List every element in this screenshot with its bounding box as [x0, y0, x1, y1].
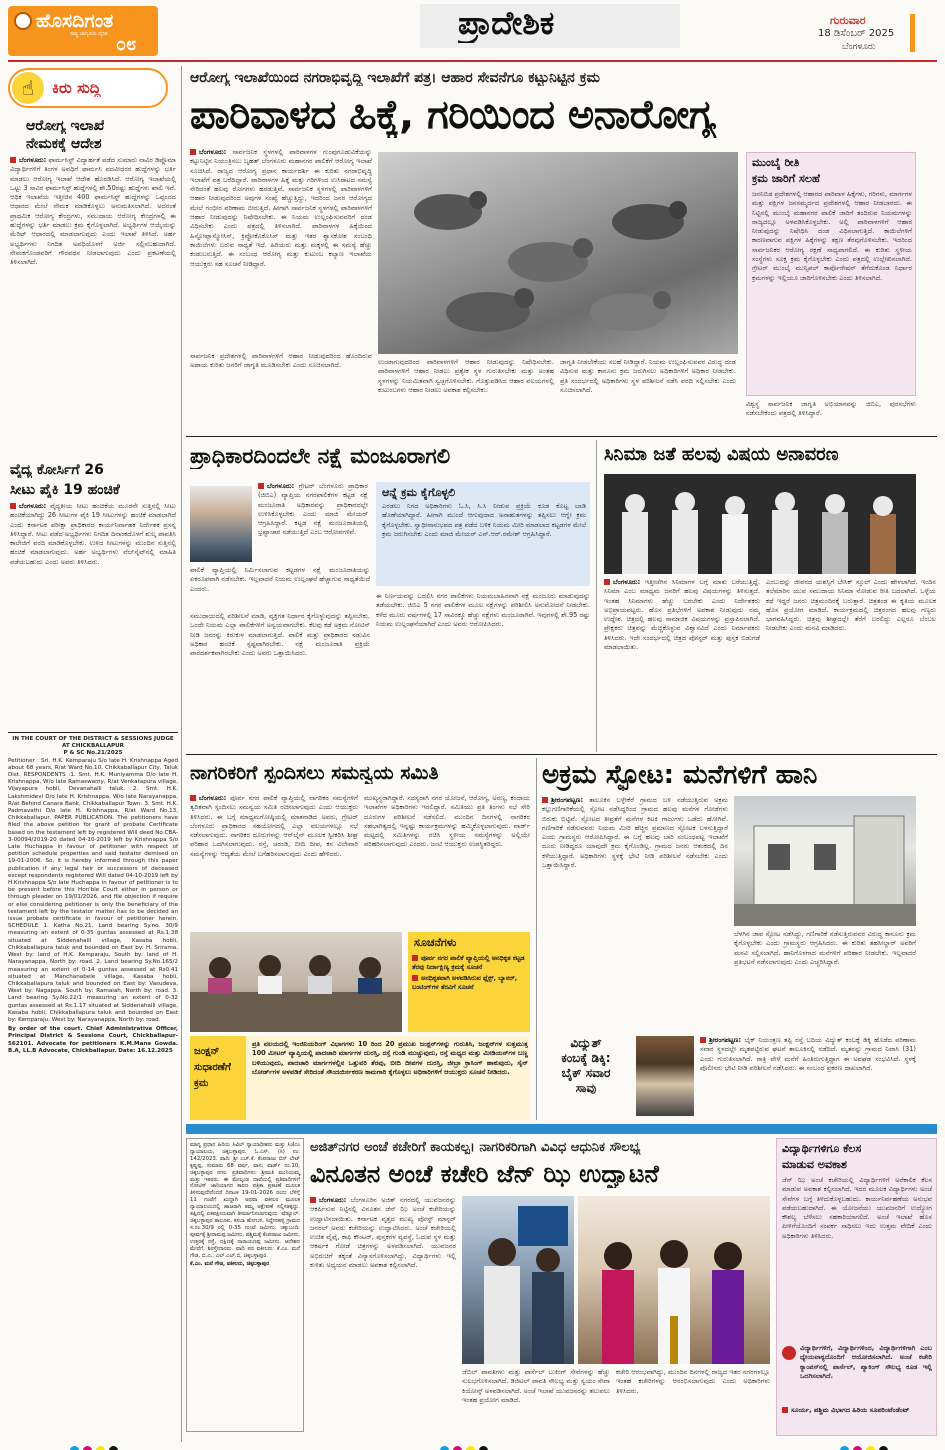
bullet-icon: [190, 795, 196, 801]
bullet-icon: [412, 955, 418, 961]
suggestions-title: ಸೂಚನೆಗಳು: [414, 936, 457, 949]
hand-icon: ☝: [12, 72, 44, 104]
officials-at-table-illustration: [190, 932, 402, 1032]
section-color-bar: [186, 1124, 937, 1134]
post-office-kicker: ಅಜಿತ್‌ನಗರ ಅಂಚೆ ಕಚೇರಿಗೆ ಕಾಯಕಲ್ಪ। ನಾಗರಿಕರಿಗಾಗಿ ವಿವಿಧ ಆಧುನಿಕ ಸೌಲಭ್ಯ: [310, 1140, 641, 1155]
bullet-icon: [412, 975, 418, 981]
suggestion-item: ಪೂರ್ವ ನಗರ ಪಾಲಿಕೆ ವ್ಯಾಪ್ತಿಯಲ್ಲಿ ಅನಧಿಕೃತ ಕಟ್ಟಡ ತೆರವು ನಿರ್ದಾಕ್ಷಿಣ್ಯ ಕ್ರಮಕ್ಕೆ ಸೂಚನೆ: [412, 954, 525, 971]
blast-body1: ಶ್ರೀರಂಗಪಟ್ಟಣ: ತಾಲೂಕಿನ ಬಳ್ಳೇಕೆರೆ ಗ್ರಾಮದ ಬಳಿ ನಡೆಯುತ್ತಿರುವ ಅಕ್ರಮ ಕಲ್ಲುಗಣಿಗಾರಿಕೆಯಲ್ಲಿ ಸ್ಫೋಟ ನಡೆಸಿದ್ದರಿಂದ ಗ್ರಾಮದ ಹಲವು ಮನೆಗಳ ಗೋಡೆಗಳು ಬಿರುಕು ಬಿಟ್ಟಿವೆ. ಸ್ಫೋಟದ ತೀವ್ರತೆಗೆ ಮನೆಗಳ ಕಿಟಕಿ ಗಾಜುಗಳು ಒಡೆದು ಹೋಗಿವೆ. ಗಣಿಗಾರಿಕೆ ನಡೆಸುವವರು ನಿಯಮ ಮೀರಿ ಹೆಚ್ಚಿನ ಪ್ರಮಾಣದ ಸ್ಫೋಟಕ ಬಳಸುತ್ತಿದ್ದಾರೆ ಎಂದು ಗ್ರಾಮಸ್ಥರು ಆರೋಪಿಸಿದ್ದಾರೆ. ಈ ಬಗ್ಗೆ ಹಲವು ಬಾರಿ ಸಂಬಂಧಪಟ್ಟ ಇಲಾಖೆಗೆ ದೂರು ನೀಡಿದ್ದರೂ ಯಾವುದೇ ಕ್ರಮ ಕೈಗೊಂಡಿಲ್ಲ. ಗ್ರಾಮದ ಜನರು ಆತಂಕದಲ್ಲಿ ದಿನ ಕಳೆಯುತ್ತಿದ್ದಾರೆ. ಅಧಿಕಾರಿಗಳು ಸ್ಥಳಕ್ಕೆ ಭೇಟಿ ನೀಡಿ ಪರಿಶೀಲನೆ ನಡೆಸಬೇಕು ಎಂದು ಒತ್ತಾಯಿಸಿದ್ದಾರೆ.: [542, 796, 728, 870]
electric-title-line2: ಕಂಬಕ್ಕೆ ಡಿಕ್ಕಿ:: [561, 1051, 611, 1065]
authority-headline: ಪ್ರಾಧಿಕಾರದಿಂದಲೇ ನಕ್ಷೆ ಮಂಜೂರಾಗಲಿ: [190, 444, 451, 468]
authority-body4: ಈ ನಿರ್ಣಯವನ್ನು ಬದಲಿಸಿ ನಗರ ಪಾಲಿಕೆಗಳು ನಿಯಮಬಾಹಿರವಾಗಿ ನಕ್ಷೆ ಮಂಜೂರು ಮಾಡುವುದನ್ನು ತಡೆಯಬೇಕು. ಜಿಬಿಎ 5 ನಗರ ಪಾಲಿಕೆಗಳ ಮೂಲ ನಕ್ಷೆಗಳನ್ನು ಪರಿಶೀಲಿಸಿ ಅನುಮೋದನೆ ನೀಡಬೇಕು. ಕಳೆದ ಮೂರು ವರ್ಷಗಳಲ್ಲಿ 17 ಸಾವಿರಕ್ಕೂ ಹೆಚ್ಚು ನಕ್ಷೆಗಳು ಮಂಜೂರಾಗಿವೆ. ಇವುಗಳಲ್ಲಿ ಶೇ.95 ರಷ್ಟು ನಿಯಮ ಉಲ್ಲಂಘನೆಯಾಗಿದೆ ಎಂದು ಅವರು ಆರೋಪಿಸಿದರು.: [376, 592, 590, 628]
next-steps-title: ಆನ್ನೆ ಕ್ರಮ ಕೈಗೊಳ್ಳಲಿ: [382, 486, 456, 499]
divider: [8, 732, 178, 733]
logo-tagline: ರಾಷ್ಟ್ರ ಜಾಗೃತಿಯ ದೈನಿಕ: [70, 31, 108, 37]
header-rule: [8, 60, 937, 62]
column-divider: [536, 758, 537, 1120]
students-footnote: ವಿದ್ಯಾರ್ಥಿಗಳಿಗೆ, ವಿದ್ಯಾರ್ಥಿಗಳಿಂದ, ವಿದ್ಯಾರ್ಥಿಗಳಿಗಾಗಿ ಎಂಬ ಧ್ಯೇಯವಾಕ್ಯದೊಂದಿಗೆ ಆಯೋಜಿಸಲಾಗಿದೆ. ಅಂಚೆ ಕಚೇರಿ ಕ್ಯಾಂಪಸ್‌ನಲ್ಲಿ ಪಾರ್ಸೆಲ್, ಪ್ಯಾಕಿಂಗ್ ಸೌಲಭ್ಯ ಕೂಡ ಇಲ್ಲಿ ಒದಗಿಸಲಾಗಿದೆ.: [800, 1344, 932, 1380]
page-number: ೦೮: [116, 34, 137, 55]
bullet-icon: [258, 483, 264, 489]
press-meet-photo: [190, 932, 402, 1032]
logo-block: [8, 6, 158, 56]
divider: [186, 436, 937, 437]
mumbai-title-line1: ಮುಂಬೈ ರೀತಿ: [752, 156, 800, 169]
authority-body1: ಬೆಂಗಳೂರು: ಗ್ರೇಟರ್ ಬೆಂಗಳೂರು ಪ್ರಾಧಿಕಾರ (ಜಿಬಿಎ) ವ್ಯಾಪ್ತಿಯ ನಗರಪಾಲಿಕೆಗಳ ಕಟ್ಟಡ ನಕ್ಷೆ ಮಂಜೂರಾತಿ ಅಧಿಕಾರವನ್ನು ಪ್ರಾಧಿಕಾರದಲ್ಲೇ ಉಳಿಸಿಕೊಳ್ಳಬೇಕು ಎಂದು ಮಾಜಿ ಮೇಯರ್ ಆಗ್ರಹಿಸಿದ್ದಾರೆ. ಕಟ್ಟಡ ನಕ್ಷೆ ಮಂಜೂರಾತಿಯಲ್ಲಿ ಭ್ರಷ್ಟಾಚಾರ ನಡೆಯುತ್ತಿದೆ ಎಂಬ ಆರೋಪಗಳಿವೆ.: [258, 482, 368, 537]
bullet-icon: [700, 1037, 706, 1043]
junction-title-line2: ಸುಧಾರಣೆಗೆ: [194, 1062, 231, 1073]
story2-title-line2: ಸೀಟು ಪೈಕಿ 19 ಹಂಚಿಕೆ: [10, 482, 120, 498]
print-registration-marks: [440, 1440, 492, 1450]
cinema-headline: ಸಿನಿಮಾ ಜತೆ ಹಲವು ವಿಷಯ ಅನಾವರಣ: [604, 444, 839, 465]
kiru-label: ಕಿರು ಸುದ್ದಿ: [52, 79, 101, 97]
lead-kicker: ಆರೋಗ್ಯ ಇಲಾಖೆಯಿಂದ ನಗರಾಭಿವೃದ್ಧಿ ಇಲಾಖೆಗೆ ಪತ್ರ। ಆಹಾರ ಸೇವನೆಗೂ ಕಟ್ಟುನಿಟ್ಟಿನ ಕ್ರಮ: [190, 70, 600, 86]
electric-body: ಶ್ರೀರಂಗಪಟ್ಟಣ: ಬೈಕ್ ನಿಯಂತ್ರಣ ತಪ್ಪಿ ರಸ್ತೆ ಬದಿಯ ವಿದ್ಯುತ್ ಕಂಬಕ್ಕೆ ಡಿಕ್ಕಿ ಹೊಡೆದ ಪರಿಣಾಮ ಸವಾರ ಸ್ಥಳದಲ್ಲೇ ಮೃತಪಟ್ಟಿರುವ ಘಟನೆ ತಾಲೂಕಿನಲ್ಲಿ ನಡೆದಿದೆ. ಮೃತನನ್ನು ಗ್ರಾಮದ ನಿವಾಸಿ (31) ಎಂದು ಗುರುತಿಸಲಾಗಿದೆ. ರಾತ್ರಿ ವೇಳೆ ಮನೆಗೆ ಹಿಂತಿರುಗುತ್ತಿದ್ದಾಗ ಈ ಅವಘಡ ಸಂಭವಿಸಿದೆ. ಸ್ಥಳಕ್ಕೆ ಪೊಲೀಸರು ಭೇಟಿ ನೀಡಿ ಪರಿಶೀಲನೆ ನಡೆಸಿದರು. ಈ ಸಂಬಂಧ ಪ್ರಕರಣ ದಾಖಲಾಗಿದೆ.: [700, 1036, 916, 1072]
divider: [186, 754, 937, 755]
legal-body: Petitioner : Sri. H.K. Kemparaju S/o late H. Krishnappa Aged about 68 years, R/at Ward No.10, Chikkaballapur City, Taluk Dist. RESPONDENTS :1. Smt. H.K. Muniyamma D/o late H. Krishnappa, W/o late Ramaswamy, R/at Venkatapura village, Vijayapura hobli, Devanahalli taluk. 2. Smt. H.K. Lakshmidevi D/o late H. Krishnappa, W/o late Narayanappa, R/at Behind Canara Bank, Chikkaballapur Town. 3. Smt. H.K. Padmavathi D/o late H. Krishnappa, R/at Ward No.13, Chikkaballapur. PAPER PUBLICATION. The petitioners have filed the above petition for grant of probate Certificate based on the testament left by registered Will deed No.CBA-3-00094/2019-20 dated 04-10-2019 left by Krishnappa S/o Late Huchappa in favour of petitioner with respect of petition schedule properties and said testator demised on 19-01-2006. So, it is hereby informed through this paper publication if any legal heir or successors of deceased except respondents registered Will dated 04-10-2019 left by H.Krishnappa S/o late Huchappa in favour of petitioner is to be present before this Hon'ble Court either in person or through pleader on 19/01/2026, and file objection if require or else considering petitioner is only the beneficiary of the testament left by the testator matter has to be decided an issue probate certificate in favour of petitioner herein. SCHEDULE 1. Katha No.21, Land bearing Sy.no. 30/9 measuring an extent of 0-35 guntas assessed at Rs.1.38 situated at Siddenahalli village, Kasaba hobli, Chikkaballapura taluk and bounded on East by: H. Srirama. West by: land of H.K. Kemparaju, South by: land of H. Narayanappa, North by: road. 2. Land bearing Sy.No.165/2 measuring an extent of 0-14 guntas assessed at Rs0.41 situated at Manchanabele village, Kasaba hobli, Chikkaballapura taluk and bounded on East by: Vasudeva, West by: Nagappa, South by: Ramaiah, North by: road. 3. Land bearing Sy.No.22/1 measuring an extent of 0-32 guntas assessed at Rs.1.17 situated at Siddenahalli village, Kasaba hobli, Chikkaballapura taluk and bounded on East by: Kemparaju, West by: Narayanappa, North by: road.: [8, 757, 178, 1023]
case-number: P & SC No.21/2025: [63, 750, 123, 757]
section-title: ಪ್ರಾದೇಶಿಕ: [458, 4, 555, 42]
masthead: [0, 0, 945, 60]
post-office-col2: ಜೆಬಿಲ್ ಪಾವತಿಗಳು ಮತ್ತು ಪಾರ್ಸೆಲ್ ಬುಕಿಂಗ್ ಸೇವೆಗಳನ್ನು ಹೆಚ್ಚು ಸುಲಭಗೊಳಿಸಲಾಗಿದೆ. ಡಿಜಿಟಲ್ ಪಾವತಿ ಸೌಲಭ್ಯ ಮತ್ತು ಸ್ವಯಂ ಸೇವಾ ಕಿಯೋಸ್ಕ್ ಅಳವಡಿಸಲಾಗಿದೆ. ಅಂಚೆ ಇಲಾಖೆ ಯುವಜನರನ್ನು ತಲುಪಲು ಇಂತಹ ಪ್ರಯೋಗ ಮಾಡಿದೆ.: [462, 1368, 610, 1404]
coordination-col2: ಮುಖ್ಯಸ್ಥರಾಗಿದ್ದಾರೆ. ಸದಸ್ಯರಾಗಿ ನಗರ ಯೋಜನೆ, ಆರೋಗ್ಯ, ಅರಣ್ಯ, ಕಂದಾಯ ಇಲಾಖೆಗಳ ಅಧಿಕಾರಿಗಳು ಇರಲಿದ್ದಾರೆ. ಸಮಿತಿಯು ಪ್ರತಿ ತಿಂಗಳು ಸಭೆ ಸೇರಿ ದೂರುಗಳ ಪರಿಶೀಲನೆ ನಡೆಸಲಿದೆ. ಮುಂದಿನ ದಿನಗಳಲ್ಲಿ ನಾಗರಿಕರ ಸಹಭಾಗಿತ್ವದಲ್ಲಿ ಇನ್ನಷ್ಟು ಕಾರ್ಯಕ್ರಮಗಳನ್ನು ಹಮ್ಮಿಕೊಳ್ಳಲಾಗುವುದು. ವಾರ್ಡ್ ಮಟ್ಟದಲ್ಲಿ ಸಮಿತಿಗಳನ್ನು ರಚಿಸಿ ಸ್ಥಳೀಯ ಸಮಸ್ಯೆಗಳನ್ನು ಅಲ್ಲಿಯೇ ಪರಿಹರಿಸಲಾಗುವುದು ಎಂದರು. ಜಂಟಿ ಆಯುಕ್ತರು ಉಪಸ್ಥಿತರಿದ್ದರು.: [364, 794, 530, 849]
post-office-col3: ಕಚೇರಿ ಆರಂಭವಾಗಿದ್ದು, ಮುಂದಿನ ದಿನಗಳಲ್ಲಿ ರಾಜ್ಯದ ಇತರ ನಗರಗಳಲ್ಲೂ ಇಂತಹ ಕಚೇರಿಗಳನ್ನು ಆರಂಭಿಸಲಾಗುವುದು ಎಂದು ಅಧಿಕಾರಿಗಳು ತಿಳಿಸಿದರು.: [616, 1368, 770, 1395]
electric-title-line1: ವಿದ್ಯುತ್: [570, 1036, 602, 1050]
bullet-icon: [604, 579, 610, 585]
authority-body2: ಪಾಲಿಕೆ ವ್ಯಾಪ್ತಿಯಲ್ಲಿ ನಿರ್ಮಿಸಲಾಗುವ ಕಟ್ಟಡಗಳ ನಕ್ಷೆ ಮಂಜೂರಾತಿಯನ್ನು ಏಕರೂಪವಾಗಿ ನಡೆಸಬೇಕು. ಇಲ್ಲವಾದರೆ ನಿಯಮ ಉಲ್ಲಂಘನೆ ಹೆಚ್ಚಾಗುವ ಸಾಧ್ಯತೆಯಿದೆ ಎಂದರು.: [190, 566, 370, 593]
post-office-headline: ವಿನೂತನ ಅಂಚೆ ಕಚೇರಿ ಜೆನ್ ಝಿ ಉದ್ಘಾಟನೆ: [310, 1160, 659, 1188]
header-date: 18 ಡಿಸೆಂಬರ್ 2025: [818, 28, 895, 39]
students-title-line1: ವಿದ್ಯಾರ್ಥಿಗಳಿಗೂ ಕೆಲಸ: [782, 1142, 862, 1155]
electric-title-block: [540, 1036, 632, 1118]
students-title-line2: ಮಾಡುವ ಅವಕಾಶ: [782, 1158, 847, 1171]
logo-emblem-icon: [14, 12, 32, 30]
story1-title-line2: ನೇಮಕಕ್ಕೆ ಆದೇಶ: [26, 136, 102, 152]
logo-text: ಹೊಸದಿಗಂತ: [36, 10, 114, 32]
former-mayor-photo: [190, 486, 252, 562]
mumbai-title-line2: ಕ್ರಮ ಜಾರಿಗೆ ಸಲಹೆ: [752, 172, 821, 185]
pigeons-illustration: [378, 152, 738, 354]
students-credit: ಸೂರ್ಯ, ಪಶ್ಚಿಮ ವಿಭಾಗದ ಹಿರಿಯ ಸೂಪರಿಂಟೆಂಡೆಂಟ್: [782, 1406, 932, 1434]
cinema-event-photo: [604, 474, 916, 574]
blast-body2: ಬೆಳಗಿನ ಜಾವ ಸ್ಫೋಟ ನಡೆಸಿದ್ದು, ಗಣಿಗಾರಿಕೆ ನಡೆಸುತ್ತಿರುವವರ ವಿರುದ್ಧ ಕಾನೂನು ಕ್ರಮ ಕೈಗೊಳ್ಳಬೇಕು ಎಂದು ಗ್ರಾಮಸ್ಥರು ಆಗ್ರಹಿಸಿದರು. ಈ ಕುರಿತು ತಹಸೀಲ್ದಾರ್ ಅವರಿಗೆ ಮನವಿ ಸಲ್ಲಿಸಲಾಗಿದೆ. ಹಾನಿಗೊಳಗಾದ ಮನೆಗಳಿಗೆ ಪರಿಹಾರ ನೀಡಬೇಕು. ಇಲ್ಲವಾದರೆ ಪ್ರತಿಭಟನೆ ನಡೆಸಲಾಗುವುದು ಎಂದು ಎಚ್ಚರಿಸಿದ್ದಾರೆ.: [734, 930, 916, 966]
header-day: ಗುರುವಾರ: [830, 14, 866, 27]
lamp-lighting-illustration: [578, 1196, 770, 1364]
electric-title-line3: ಬೈಕ್ ಸವಾರ: [561, 1066, 611, 1080]
junction-title-line3: ಕ್ರಮ: [194, 1078, 209, 1089]
post-office-photo-2: [578, 1196, 770, 1364]
court-name: IN THE COURT OF THE DISTRICT & SESSIONS JUDGE AT CHICKBALLAPUR: [12, 736, 174, 750]
column-divider: [181, 66, 182, 1442]
story1-body: ಬೆಂಗಳೂರು: ಫಾರ್ಮಸಿಸ್ಟ್ ವಿದ್ಯಾರ್ಹತೆ ಪಡೆದ ಸುಮಾರು ನಾವಿರ ಡಿಪ್ಲೊಮಾ ವಿದ್ಯಾರ್ಥಿಗಳಿಗೆ ತಿಂಗಳ ಅವಧಿಗೆ ಫಾರ್ಮಸಿ ಪದವೀಧರರ ಹುದ್ದೆಗಳನ್ನು ಭರ್ತಿ ಮಾಡಲು ಆರೋಗ್ಯ ಇಲಾಖೆ ಆದೇಶ ಹೊರಡಿಸಿದೆ. ಆರೋಗ್ಯ ಇಲಾಖೆಯಲ್ಲಿ ಒಟ್ಟು 3 ಸಾವಿರ ಫಾರ್ಮಸಿಸ್ಟ್ ಹುದ್ದೆಗಳಲ್ಲಿ ಶೇ.50ರಷ್ಟು ಹುದ್ದೆಗಳು ಖಾಲಿ ಇವೆ. ಆಧಿಕ ಇಲಾಖೆಯ ಇತ್ತೀಚಿನ 400 ಫಾರ್ಮಸಿಸ್ಟ್ ಹುದ್ದೆಗಳನ್ನು ಒಪ್ಪಂದದ ಆಧಾರದ ಮೇಲೆ ನೇಮಕ ಮಾಡಿಕೊಳ್ಳಲು ಅನುಮತಿಸಲಾಗಿದೆ. ಅದರಂತೆ ಪ್ರಾಥಮಿಕ ಆರೋಗ್ಯ ಕೇಂದ್ರಗಳು, ಸಮುದಾಯ ಆರೋಗ್ಯ ಕೇಂದ್ರಗಳಲ್ಲಿ ಈ ಹುದ್ದೆಗಳನ್ನು ಭರ್ತಿ ಮಾಡಲು ಕ್ರಮ ಕೈಗೊಳ್ಳಲಾಗಿದೆ. ಅಭ್ಯರ್ಥಿಗಳ ಆಯ್ಕೆಯನ್ನು ಮೆರಿಟ್ ಆಧಾರದಲ್ಲಿ ಮಾಡಲಾಗುವುದು ಎಂದು ಇಲಾಖೆ ತಿಳಿಸಿದೆ. ಅರ್ಹ ಅಭ್ಯರ್ಥಿಗಳು ನಿಗದಿತ ಅವಧಿಯೊಳಗೆ ಅರ್ಜಿ ಸಲ್ಲಿಸಬಹುದಾಗಿದೆ. ನೇಮಕಗೊಂಡವರಿಗೆ ಗೌರವಧನ ನೀಡಲಾಗುವುದು ಎಂದು ಪ್ರಕಟಣೆಯಲ್ಲಿ ತಿಳಿಸಲಾಗಿದೆ.: [10, 156, 176, 267]
column-divider: [596, 440, 597, 752]
bullet-icon: [310, 1197, 316, 1203]
legal-footer: By order of the court. Chief Administrative Officer, Principal District & Sessions Court, Chickballapur-562101. Advocate for petitioners K.M.Mane Gowda. B.A, LL.B Advocate, Chickballapur. Date: 16.12.2025: [8, 1026, 178, 1054]
house-illustration: [734, 796, 916, 926]
quote-icon: [782, 1346, 796, 1360]
kiru-badge: [8, 68, 168, 108]
lead-bottom-a: ಉಂಟಾಗುವುದರಿಂದ ಪಾರಿವಾಳಗಳಿಗೆ ಆಹಾರ ನೀಡುವುದನ್ನು ನಿಷೇಧಿಸಬೇಕು. ಪಾರಿವಾಳಗಳಿಗೆ ಆಹಾರ ನೀಡಲು ಪ್ರತ್ಯೇಕ ಸ್ಥಳ ಗುರುತಿಸಬೇಕು ಮತ್ತು ಅಂತಹ ಸ್ಥಳಗಳನ್ನು ನಿಯಮಿತವಾಗಿ ಸ್ವಚ್ಛಗೊಳಿಸಬೇಕು. ಗೊತ್ತುಪಡಿಸಿದ ಆಹಾರ ವಲಯಗಳಲ್ಲಿ ಕುಟುಂಬಗಳು ಆಹಾರ ನೀಡಲು ಅವಕಾಶ ಕಲ್ಪಿಸಬೇಕು.: [378, 358, 554, 394]
victim-photo: [636, 1036, 694, 1116]
classified-notice: [186, 1138, 304, 1432]
suggestion-item: ಅನಧಿಕೃತವಾಗಿ ಅಳವಡಿಸಿರುವ ಫ್ಲೆಕ್ಸ್, ಬ್ಯಾನರ್, ಬಂಟಿಂಗ್‌ಗಳ ತೆರವಿಗೆ ಸೂಚನೆ: [412, 974, 518, 991]
post-office-col1: ಬೆಂಗಳೂರು: ಬೆಂಗಳೂರಿನ ಅಜಿತ್ ನಗರದಲ್ಲಿ ಯುವಜನರನ್ನು ಆಕರ್ಷಿಸುವ ನಿಟ್ಟಿನಲ್ಲಿ ವಿನೂತನ ಜೆನ್ ಝಿ ಅಂಚೆ ಕಚೇರಿಯನ್ನು ಉದ್ಘಾಟಿಸಲಾಯಿತು. ಕರ್ನಾಟಕ ವೃತ್ತದ ಮುಖ್ಯ ಪೋಸ್ಟ್ ಮಾಸ್ಟರ್ ಜನರಲ್ ಅವರು ಕಚೇರಿಯನ್ನು ಉದ್ಘಾಟಿಸಿದರು. ಅಂಚೆ ಕಚೇರಿಯಲ್ಲಿ ಉಚಿತ ವೈಫೈ, ಕಾಫಿ ಕೌಂಟರ್, ಪುಸ್ತಕಗಳ ವ್ಯವಸ್ಥೆ, ಓದುವ ಸ್ಥಳ ಮತ್ತು ಆಕರ್ಷಕ ಗೋಡೆ ಚಿತ್ರಗಳನ್ನು ಅಳವಡಿಸಲಾಗಿದೆ. ಯುವಜನರ ಅಭಿರುಚಿಗೆ ತಕ್ಕಂತೆ ವಿನ್ಯಾಸಗೊಳಿಸಲಾಗಿದ್ದು, ವಿದ್ಯಾರ್ಥಿಗಳು ಇಲ್ಲಿ ಕುಳಿತು ಅಧ್ಯಯನ ಮಾಡಲು ಅವಕಾಶ ಕಲ್ಪಿಸಲಾಗಿದೆ.: [310, 1196, 456, 1270]
post-office-photo-1: [462, 1196, 574, 1364]
bullet-icon: [10, 157, 16, 163]
blast-headline: ಅಕ್ರಮ ಸ್ಫೋಟ: ಮನೆಗಳಿಗೆ ಹಾನಿ: [542, 760, 818, 790]
students-body: ಜೆನ್ ಝಿ ಅಂಚೆ ಕಚೇರಿಯಲ್ಲಿ ವಿದ್ಯಾರ್ಥಿಗಳಿಗೆ ಅರೆಕಾಲಿಕ ಕೆಲಸ ಮಾಡುವ ಅವಕಾಶ ಕಲ್ಪಿಸಲಾಗಿದೆ. ಇದರ ಮೂಲಕ ವಿದ್ಯಾರ್ಥಿಗಳು ಅಂಚೆ ಸೇವೆಗಳ ಬಗ್ಗೆ ತಿಳಿದುಕೊಳ್ಳಬಹುದು. ಕಾರ್ಯನಿರ್ವಹಣೆಯ ಅನುಭವ ಪಡೆಯಬಹುದಾಗಿದೆ. ಈ ಯೋಜನೆಯು ಯುವಜನರಿಗೆ ಉದ್ಯೋಗ ಕೌಶಲ್ಯ ಬೆಳೆಸಲು ಸಹಕಾರಿಯಾಗಲಿದೆ. ಅಂಚೆ ಇಲಾಖೆ ಹೊಸ ಪೀಳಿಗೆಯೊಂದಿಗೆ ಸಂಪರ್ಕ ಸಾಧಿಸಲು ಇದು ಉತ್ತಮ ವೇದಿಕೆ ಎಂದು ಅಧಿಕಾರಿಗಳು ತಿಳಿಸಿದರು.: [782, 1176, 932, 1240]
bullet-icon: [190, 149, 196, 155]
junction-body: ಪ್ರತಿ ವಲಯದಲ್ಲಿ ಇಂಜಿನಿಯರಿಂಗ್ ವಿಭಾಗಗಳು 10 ರಿಂದ 20 ಪ್ರಮುಖ ಜಂಕ್ಷನ್‌ಗಳನ್ನು ಗುರುತಿಸಿ, ಜಂಕ್ಷನ್‌ಗಳ ಸುತ್ತಮುತ್ತ 100 ಮೀಟರ್ ವ್ಯಾಪ್ತಿಯಲ್ಲಿ ಪಾದಚಾರಿ ಮಾರ್ಗಗಳ ದುರಸ್ತಿ, ರಸ್ತೆ ಗುಂಡಿ ಮುಚ್ಚುವುದು, ರಸ್ತೆ ಮಧ್ಯದ ಮತ್ತು ಮೀಡಿಯನ್‌ಗಳ ಬಣ್ಣ ಬಳಿಯುವುದು, ಪಾದಚಾರಿ ಮಾರ್ಗಗಳಲ್ಲಿನ ಒತ್ತುವರಿ ತೆರವು, ಬೀದಿ ದೀಪಗಳ ದುರಸ್ತಿ, ಜೀಬ್ರಾ ಕ್ರಾಸಿಂಗ್ ಹಾಕುವುದು, ಸೈನ್ ಬೋರ್ಡ್‌ಗಳ ಅಳವಡಿಕೆ ಸೇರಿದಂತೆ ಸೌಂದರ್ಯೀಕರಣ ಕಾಮಗಾರಿ ಕೈಗೊಳ್ಳಲು ಅಧಿಕಾರಿಗಳಿಗೆ ಆಯುಕ್ತರು ಸೂಚನೆ ನೀಡಿದರು.: [252, 1040, 528, 1076]
coordination-col1: ಬೆಂಗಳೂರು: ಪೂರ್ವ ನಗರ ಪಾಲಿಕೆ ವ್ಯಾಪ್ತಿಯಲ್ಲಿ ನಾಗರಿಕರ ಸಮಸ್ಯೆಗಳಿಗೆ ತ್ವರಿತವಾಗಿ ಸ್ಪಂದಿಸಲು ಸಮನ್ವಯ ಸಮಿತಿ ರಚಿಸಲಾಗುವುದು ಎಂದು ಆಯುಕ್ತರು ತಿಳಿಸಿದರು. ಈ ಬಗ್ಗೆ ಮಾಧ್ಯಮಗೋಷ್ಠಿಯಲ್ಲಿ ಮಾತನಾಡಿದ ಅವರು, ಗ್ರೇಟರ್ ಬೆಂಗಳೂರು ಪ್ರಾಧಿಕಾರದ ಸಹಯೋಗದಲ್ಲಿ ಎಲ್ಲಾ ವಲಯಗಳಲ್ಲೂ ಸಭೆ ನಡೆಸಲಾಗುವುದು. ನಾಗರಿಕರ ದೂರುಗಳನ್ನು ಆನ್‌ಲೈನ್ ಮೂಲಕ ಸ್ವೀಕರಿಸಿ ಶೀಘ್ರ ಪರಿಹಾರ ಒದಗಿಸಲಾಗುವುದು. ರಸ್ತೆ, ಚರಂಡಿ, ಬೀದಿ ದೀಪ, ಕಸ ವಿಲೇವಾರಿ ಸಮಸ್ಯೆಗಳನ್ನು ಆದ್ಯತೆಯ ಮೇಲೆ ಬಗೆಹರಿಸಲಾಗುವುದು ಎಂದು ಹೇಳಿದರು.: [190, 794, 358, 858]
print-registration-marks: [70, 1440, 122, 1450]
lead-bottom-b: ಜಾಗೃತಿ ನೀಡಬೇಕೆಂದು ಸಲಹೆ ನೀಡಿದ್ದಾರೆ. ನಿಯಮ ಉಲ್ಲಂಘಿಸುವವರ ವಿರುದ್ಧ ದಂಡ ವಿಧಿಸುವ ಮತ್ತು ಕಾನೂನು ಕ್ರಮ ಜರುಗಿಸಲು ಅಧಿಕಾರಿಗಳಿಗೆ ಅಧಿಕಾರ ನೀಡಬೇಕು. ಪ್ರತಿ ಸಂದರ್ಭದಲ್ಲಿ ಅಧಿಕಾರಿಗಳು ಸ್ಥಳ ಪರಿಶೀಲನೆ ನಡೆಸಿ ವರದಿ ಸಲ್ಲಿಸಬೇಕು ಎಂದು ಸೂಚಿಸಲಾಗಿದೆ.: [560, 358, 736, 394]
next-steps-body: ಎರಡಲು ನಿಗದ ಅಧಿಕಾರಿಗಳು ಓ.ಸಿ, ಸಿ.ಸಿ ನೀಡುವ ಪ್ರಕ್ರಿಯೆ ಕೂಡ ಕೊಟ್ಟ ಬಾಡಿ ಹೊಣೆಯಾಗಿದ್ದಾರೆ. ಹೀಗಾಗಿ ಮುಂದೆ ಆಗುವುದಾದ ಅನಾಹುತಗಳನ್ನು ತಪ್ಪಿಸಲು ಆಗ್ನೇ ಕ್ರಮ ಕೈಗೊಳ್ಳಬೇಕು. ಸ್ವಾಧೀನಾನುಭವದ ಪತ್ರ ಪಡೆದ ಬಳಿಕ ನಿಯಮ ಮೀರಿ ಮಾಡಲಾದ ಕಟ್ಟಡಗಳ ಮೇಲೆ ಕ್ರಮ ಜರುಗಿಸಬೇಕು ಎಂದು ಮಾಜಿ ಮೇಯರ್ ಎನ್.ಆರ್.ರಮೇಶ್ ಆಗ್ರಹಿಸಿದ್ದಾರೆ.: [382, 502, 586, 538]
story2-title-line1: ವೈದ್ಯ ಕೋರ್ಸಿಗೆ 26: [10, 462, 104, 478]
header-city: ಬೆಂಗಳೂರು: [842, 42, 876, 52]
coordination-headline: ನಾಗರಿಕರಿಗೆ ಸ್ಪಂದಿಸಲು ಸಮನ್ವಯ ಸಮಿತಿ: [190, 762, 439, 784]
bullet-icon: [542, 797, 548, 803]
lead-col1b: ಸಾರ್ವಜನಿಕ ಪ್ರದೇಶಗಳಲ್ಲಿ ಪಾರಿವಾಳಗಳಿಗೆ ಆಹಾರ ನೀಡುವುದರಿಂದ ಹೊಂದಿರುವ ಅಪಾಯ ಕುರಿತು ಜನರಿಗೆ ಜಾಗೃತಿ ಮೂಡಿಸಬೇಕು ಎಂದು ಸೂಚಿಸಲಾಗಿದೆ.: [190, 352, 372, 370]
bullet-icon: [10, 503, 16, 509]
cinema-col1: ಬೆಂಗಳೂರು: ಇತ್ತೀಚೆಗಿನ ಸಿನಿಮಾಗಳ ಬಗ್ಗೆ ಮಾತು ಬರೆಯುತ್ತಿದ್ದೆ. ಸಿನಿಮಾ ಎಂಬ ಮಾಧ್ಯಮ ಜನರಿಗೆ ಹಲವು ವಿಷಯಗಳನ್ನು ತಿಳಿಸುತ್ತದೆ. ಇಂತಹ ಸಿನಿಮಾಗಳು ಹೆಚ್ಚು ಬರಬೇಕು ಎಂದು ನಿರ್ದೇಶಕರು ಅಭಿಪ್ರಾಯಪಟ್ಟರು. ಹೊಸ ಪ್ರತಿಭೆಗಳಿಗೆ ಅವಕಾಶ ನೀಡುವುದು ನಮ್ಮ ಉದ್ದೇಶ. ಚಿತ್ರದಲ್ಲಿ ಹಲವು ಸಾಮಾಜಿಕ ವಿಷಯಗಳನ್ನು ಪ್ರಸ್ತಾಪಿಸಲಾಗಿದೆ. ಪ್ರೇಕ್ಷಕರು ಚಿತ್ರವನ್ನು ಮೆಚ್ಚಿಕೊಳ್ಳುವ ವಿಶ್ವಾಸವಿದೆ ಎಂದು ನಿರ್ಮಾಪಕರು ತಿಳಿಸಿದರು. ಇದೇ ಸಂದರ್ಭದಲ್ಲಿ ಚಿತ್ರದ ಪೋಸ್ಟರ್ ಮತ್ತು ಪುಸ್ತಕ ಬಿಡುಗಡೆ ಮಾಡಲಾಯಿತು.: [604, 578, 760, 652]
legal-notice: [8, 736, 178, 1436]
suggestions-list: [412, 954, 528, 1030]
people-on-stage-illustration: [604, 474, 916, 574]
story2-body: ಬೆಂಗಳೂರು: ವೈದ್ಯಕೀಯ ಸೀಟು ಹಂಚಿಕೆಯ ಮೂರನೇ ಸುತ್ತಿನಲ್ಲಿ ಸೀಟು ಹಂಚಿಕೆಯಾಗಿದ್ದು 26 ಸೀಟುಗಳ ಪೈಕಿ 19 ಸೀಟುಗಳನ್ನು ಹಂಚಿಕೆ ಮಾಡಲಾಗಿದೆ ಎಂದು ಕರ್ನಾಟಕ ಪರೀಕ್ಷಾ ಪ್ರಾಧಿಕಾರದ ಕಾರ್ಯನಿರ್ವಾಹಕ ನಿರ್ದೇಶಕ ಪ್ರಸನ್ನ ತಿಳಿಸಿದ್ದಾರೆ. ಸೀಟು ಪಡೆದ ಅಭ್ಯರ್ಥಿಗಳು ನಿಗದಿತ ದಿನಾಂಕದೊಳಗೆ ಶುಲ್ಕ ಪಾವತಿಸಿ ಕಾಲೇಜಿಗೆ ವರದಿ ಮಾಡಿಕೊಳ್ಳಬೇಕು. ಉಳಿದ ಸೀಟುಗಳನ್ನು ಮುಂದಿನ ಸುತ್ತಿನಲ್ಲಿ ಹಂಚಿಕೆ ಮಾಡಲಾಗುವುದು. ಅರ್ಹ ಅಭ್ಯರ್ಥಿಗಳು ವೆಬ್‌ಸೈಟ್‌ನಲ್ಲಿ ಮಾಹಿತಿ ಪಡೆಯಬಹುದು ಎಂದು ಅವರು ತಿಳಿಸಿದರು.: [10, 502, 176, 566]
story1-title-line1: ಆರೋಗ್ಯ ಇಲಾಖೆ: [26, 118, 105, 134]
lead-headline: ಪಾರಿವಾಳದ ಹಿಕ್ಕೆ, ಗರಿಯಿಂದ ಅನಾರೋಗ್ಯ: [190, 92, 716, 138]
lead-col1: ಬೆಂಗಳೂರು: ಸಾರ್ವಜನಿಕ ಸ್ಥಳಗಳಲ್ಲಿ ಪಾರಿವಾಳಗಳ ಗುಂಪುಗೂಡುವಿಕೆಯನ್ನು ಕಟ್ಟುನಿಟ್ಟಿನ ನಿಯಂತ್ರಿಸಲು ಬೃಹತ್ ಬೆಂಗಳೂರು ಮಹಾನಗರ ಪಾಲಿಕೆಗೆ ಆರೋಗ್ಯ ಇಲಾಖೆ ಸೂಚಿಸಿದೆ. ರಾಜ್ಯದ ಆರೋಗ್ಯ ಪ್ರಧಾನ ಕಾರ್ಯದರ್ಶಿ ಈ ಕುರಿತು ನಗರಾಭಿವೃದ್ಧಿ ಇಲಾಖೆಗೆ ಪತ್ರ ಬರೆದಿದ್ದಾರೆ. ಪಾರಿವಾಳಗಳ ಹಿಕ್ಕೆ ಮತ್ತು ಗರಿಗಳಿಂದ ಉಸಿರಾಟದ ಸಮಸ್ಯೆ ಸೇರಿದಂತೆ ಹಲವು ರೋಗಗಳು ಹರಡುತ್ತಿವೆ. ಸಾರ್ವಜನಿಕ ಸ್ಥಳಗಳಲ್ಲಿ ಪಾರಿವಾಳಗಳಿಗೆ ಆಹಾರ ನೀಡುವುದರಿಂದ ಅವುಗಳ ಸಂಖ್ಯೆ ಹೆಚ್ಚುತ್ತಿದ್ದು, ಇದರಿಂದ ಜನರ ಆರೋಗ್ಯದ ಮೇಲೆ ಗಂಭೀರ ಪರಿಣಾಮ ಬೀರುತ್ತಿದೆ. ಹೀಗಾಗಿ ಸಾರ್ವಜನಿಕ ಸ್ಥಳಗಳಲ್ಲಿ ಪಾರಿವಾಳಗಳಿಗೆ ಆಹಾರ ನೀಡುವುದನ್ನು ನಿಷೇಧಿಸಬೇಕು. ಈ ನಿಯಮ ಉಲ್ಲಂಘಿಸುವವರಿಗೆ ದಂಡ ವಿಧಿಸಬೇಕು ಎಂದು ಪತ್ರದಲ್ಲಿ ತಿಳಿಸಲಾಗಿದೆ. ಪಾರಿವಾಳಗಳ ಹಿಕ್ಕೆಯಿಂದ ಹಿಸ್ಟೋಪ್ಲಾಸ್ಮೋಸಿಸ್, ಕ್ರಿಪ್ಟೋಕೊಕೊಸಿಸ್ ಮತ್ತು ಇತರ ಶ್ವಾಸಕೋಶ ಸಂಬಂಧಿ ಕಾಯಿಲೆಗಳು ಬರುವ ಸಾಧ್ಯತೆ ಇದೆ. ಹಿರಿಯರು ಮತ್ತು ಮಕ್ಕಳಲ್ಲಿ ಈ ಸಮಸ್ಯೆ ಹೆಚ್ಚು ಕಂಡುಬರುತ್ತಿದೆ. ಈ ಸಂಬಂಧ ಆರೋಗ್ಯ ಮತ್ತು ಕುಟುಂಬ ಕಲ್ಯಾಣ ಇಲಾಖೆಯ ಆಯುಕ್ತರು ಸಹ ಸೂಚನೆ ನೀಡಿದ್ದಾರೆ.: [190, 148, 372, 268]
kiru-suddi-column: [8, 66, 178, 1442]
classified-signature: ಕೆ.ಎಂ. ಮನೆ ಗೌಡ, ವಕೀಲರು, ಚಿಕ್ಕಬಳ್ಳಾಪುರ: [190, 1261, 270, 1268]
header-accent-bar: [910, 14, 915, 52]
print-registration-marks: [840, 1440, 892, 1450]
electric-title-line4: ಸಾವು: [575, 1081, 597, 1095]
mumbai-body: ಜನನಿಬಿಡ ಪ್ರದೇಶಗಳಲ್ಲಿ ಆಹಾರದ ಪಾರಿವಾಳ ಹಿಕ್ಕೆಗಳು, ಗರಿಗಳು, ಮಾರ್ಗಗಳ ಮತ್ತು ಪಕ್ಷಿಗಳ ಜನಸಮ್ಮರ್ದದ ಪ್ರದೇಶಗಳಲ್ಲಿ ಆಹಾರ ನೀಡಬಾರದು. ಈ ನಿಟ್ಟಿನಲ್ಲಿ ಮುಂಬೈ ಮಹಾನಗರ ಪಾಲಿಕೆ ಜಾರಿಗೆ ತಂದಿರುವ ನಿಯಮಗಳನ್ನು ರಾಜ್ಯದಲ್ಲೂ ಅಳವಡಿಸಿಕೊಳ್ಳಬೇಕು. ಅಲ್ಲಿ ಪಾರಿವಾಳಗಳಿಗೆ ಆಹಾರ ನೀಡುವುದನ್ನು ನಿಷೇಧಿಸಿ ದಂಡ ವಿಧಿಸಲಾಗುತ್ತಿದೆ. ಕಾಯಿಲೆಗಳಿಗೆ ಕಾರಣವಾಗುವ ಪಕ್ಷಿಗಳ ಹಿಕ್ಕೆಗಳನ್ನು ತಕ್ಷಣ ತೆರವುಗೊಳಿಸಬೇಕು. ಇದರಿಂದ ಸಾರ್ವಜನಿಕರ ಆರೋಗ್ಯ ರಕ್ಷಣೆ ಸಾಧ್ಯವಾಗಲಿದೆ. ಈ ಕುರಿತು ಸ್ಥಳೀಯ ಸಂಸ್ಥೆಗಳು ಸೂಕ್ತ ಕ್ರಮ ಕೈಗೊಳ್ಳಬೇಕು ಎಂದು ಪತ್ರದಲ್ಲಿ ಉಲ್ಲೇಖಿಸಲಾಗಿದೆ. ಗ್ರೇಟರ್ ಮುಂಬೈ ಮುನ್ಸಿಪಲ್ ಕಾರ್ಪೊರೇಷನ್ ತೆಗೆದುಕೊಂಡ ನಿರ್ಧಾರ ಕ್ರಮಗಳನ್ನು ಇಲ್ಲಿಯೂ ಜಾರಿಗೊಳಿಸಬೇಕು ಎಂದು ತಿಳಿಸಲಾಗಿದೆ.: [752, 190, 912, 282]
pigeon-photo: [378, 152, 738, 354]
damaged-house-photo: [734, 796, 916, 926]
junction-title-line1: ಜಂಕ್ಷನ್: [194, 1046, 220, 1057]
mumbai-after: ವಿಶ್ವಸ್ಥ ಸಾರ್ವಜನಿಕ ಜಾಗೃತಿ ಅಭಿಯಾನವನ್ನು ಜಿಬಿಎ, ಪುರಸಭೆಗಳು ನಡೆಸಬೇಕೆಂದು ಪತ್ರದಲ್ಲಿ ತಿಳಿಸಿದ್ದಾರೆ.: [746, 400, 916, 418]
authority-body3: ಸಮುದಾಯದಲ್ಲಿ ಪರಿಶೀಲನೆ ಮಾಡಿ, ವ್ಯಕ್ತಿಗತ ನಿರ್ಧಾರ ಕೈಗೊಳ್ಳುವುದನ್ನು ತಪ್ಪಿಸಬೇಕು. ಒಂದೇ ನಿಯಮ ಎಲ್ಲಾ ಪಾಲಿಕೆಗಳಿಗೆ ಅನ್ವಯವಾಗಬೇಕು. ಕೆಲವು ಕಡೆ ಅಕ್ರಮ ನೋಟಿಸ್ ನೀಡಿ ಜನರನ್ನು ಕಿರುಕುಳ ಮಾಡಲಾಗುತ್ತಿದೆ. ಪಾಲಿಕೆ ಮತ್ತು ಪ್ರಾಧಿಕಾರದ ನಡುವಿನ ಅಧಿಕಾರ ಹಂಚಿಕೆ ಸ್ಪಷ್ಟವಾಗಿರಬೇಕು. ನಕ್ಷೆ ಮಂಜೂರಾತಿ ಪ್ರಕ್ರಿಯೆ ಪಾರದರ್ಶಕವಾಗಿರಬೇಕು ಎಂದು ಅವರು ಒತ್ತಾಯಿಸಿದರು.: [190, 612, 370, 658]
cinema-col2: ಎಂಬುದನ್ನು ಜೀವನದ ಯಶಸ್ಸಿಗೆ ಬೇಸಿಕ್ ಸ್ಕೂಲ್ ಎಂದು ಹೇಳಲಾಗಿದೆ. ಇಂದಿನ ತಲೆಮಾರಿನ ಯುವ ಸಮುದಾಯ ಸಿನಿಮಾ ನೋಡುವ ರೀತಿ ಬದಲಾಗಿದೆ. ಒಳ್ಳೆಯ ಕಥೆ ಇದ್ದರೆ ಜನರು ಚಿತ್ರಮಂದಿರಕ್ಕೆ ಬರುತ್ತಾರೆ. ಚಿತ್ರತಂಡ ಈ ಕೃತಿಯ ಮೂಲಕ ಹೊಸ ಪ್ರಯೋಗ ಮಾಡಿದೆ. ಕಾರ್ಯಕ್ರಮದಲ್ಲಿ ಚಿತ್ರರಂಗದ ಹಲವು ಗಣ್ಯರು ಭಾಗವಹಿಸಿದ್ದರು. ಚಿತ್ರವು ಶೀಘ್ರದಲ್ಲೇ ತೆರೆಗೆ ಬರಲಿದ್ದು ಎಲ್ಲರೂ ಬೆಂಬಲ ನೀಡಬೇಕು ಎಂದು ಮನವಿ ಮಾಡಿದರು.: [766, 578, 936, 633]
bullet-icon: [782, 1407, 788, 1413]
classified-body: ಮಾನ್ಯ ಪ್ರಧಾನ ಹಿರಿಯ ಸಿವಿಲ್ ನ್ಯಾಯಾಧೀಶರು ಮತ್ತು ಸಿಜೆಎಂ ನ್ಯಾಯಾಲಯ, ಚಿಕ್ಕಬಳ್ಳಾಪುರ. ಓ.ಎಸ್. (ಸಿ) ನಂ: 142/2023. ವಾದಿ: ಶ್ರೀ ಎಚ್.ಕೆ. ಕೆಂಪರಾಜು ಬಿನ್ ಲೇಟ್ ಕೃಷ್ಣಪ್ಪ, ಸುಮಾರು 68 ವರ್ಷ, ವಾಸ: ವಾರ್ಡ್ ನಂ.10, ಚಿಕ್ಕಬಳ್ಳಾಪುರ ನಗರ. ಪ್ರತಿವಾದಿಗಳು: ಶ್ರೀಮತಿ ಮುನಿಯಮ್ಮ ಮತ್ತು ಇತರರು. ಈ ಮೇಲ್ಕಂಡ ದಾವೆಯಲ್ಲಿ ಪ್ರತಿವಾದಿಗಳಿಗೆ ನೋಟಿಸ್ ಜಾರಿಯಾಗದ ಕಾರಣ ಪತ್ರಿಕಾ ಪ್ರಕಟಣೆ ಮೂಲಕ ತಿಳಿಸುವುದೇನೆಂದರೆ ದಿನಾಂಕ 19-01-2026 ರಂದು ಬೆಳಿಗ್ಗೆ 11 ಗಂಟೆಗೆ ಖುದ್ದಾಗಿ ಅಥವಾ ವಕೀಲರ ಮೂಲಕ ನ್ಯಾಯಾಲಯದಲ್ಲಿ ಹಾಜರಾಗಿ ತಮ್ಮ ಆಕ್ಷೇಪಣೆ ಸಲ್ಲಿಸತಕ್ಕದ್ದು. ತಪ್ಪಿದಲ್ಲಿ ಏಕಪಕ್ಷೀಯವಾಗಿ ತೀರ್ಮಾನಿಸಲಾಗುವುದು. ಷೆಡ್ಯೂಲ್: ಚಿಕ್ಕಬಳ್ಳಾಪುರ ತಾಲೂಕು, ಕಸಬಾ ಹೋಬಳಿ, ಸಿದ್ದೇನಹಳ್ಳಿ ಗ್ರಾಮದ ಸ.ನಂ.30/9 ರಲ್ಲಿ 0-35 ಗುಂಟೆ ಜಮೀನು. ಚಕ್ಕುಬಂದಿ: ಪೂರ್ವಕ್ಕೆ ಶ್ರೀರಾಮಪ್ಪ ಜಮೀನು, ಪಶ್ಚಿಮಕ್ಕೆ ಕೆಂಪರಾಜು ಜಮೀನು, ಉತ್ತರಕ್ಕೆ ರಸ್ತೆ, ದಕ್ಷಿಣಕ್ಕೆ ನಾರಾಯಣಪ್ಪ ಜಮೀನು. ಆದೇಶದ ಮೇರೆಗೆ, ಶಿರಸ್ತೇದಾರರು. ವಾದಿ ಪರ ವಕೀಲರು: ಕೆ.ಎಂ. ಮನೆ ಗೌಡ, ಬಿ.ಎ., ಎಲ್.ಎಲ್.ಬಿ, ಚಿಕ್ಕಬಳ್ಳಾಪುರ.: [190, 1142, 300, 1259]
officials-inauguration-illustration: [462, 1196, 574, 1364]
